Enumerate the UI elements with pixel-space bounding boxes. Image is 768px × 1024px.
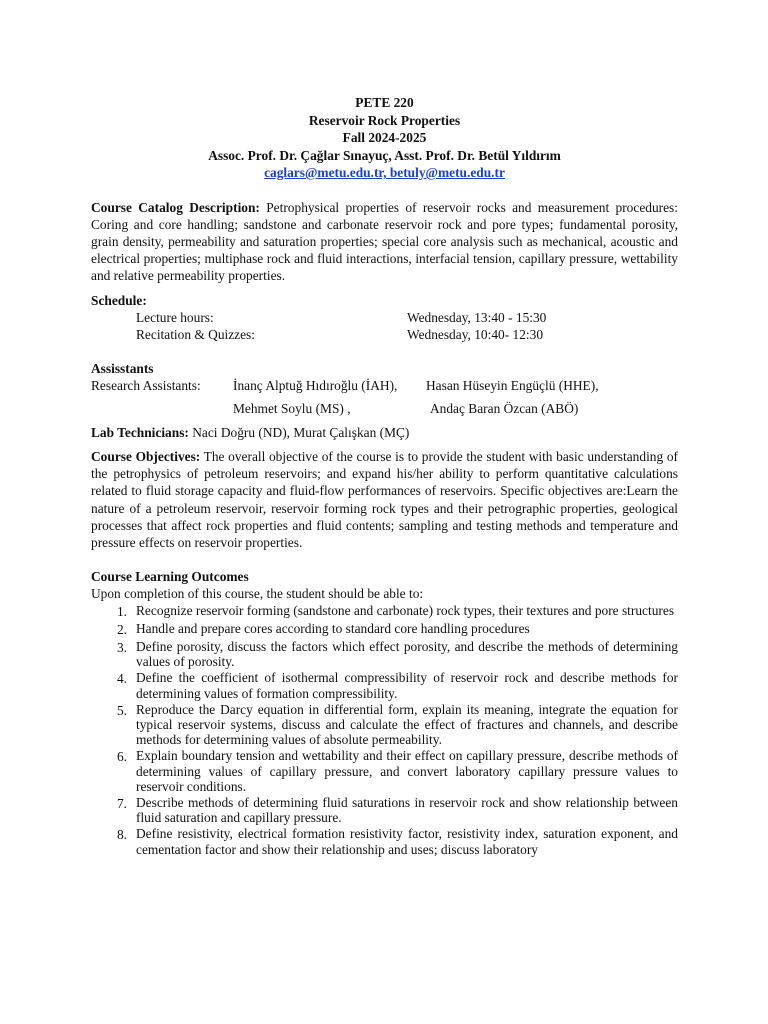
list-item <box>91 639 678 669</box>
objectives-text: The overall objective of the course is to provide the student with basic understanding of the petrophysics of petroleum reservoirs; and expand his/her ability to perform quantitative calculations related to fluid storage capacity and fluid-flow performances of reservoirs. Specific objectives are:Learn the nature of a petroleum reservoir, reservoir forming rock types and their petrographic properties, geological processes that affect rock properties and fluid contents; sampling and testing methods and temperature and pressure effects on reservoir properties. <box>91 448 678 550</box>
catalog-description <box>91 199 678 285</box>
list-item-text: Explain boundary tension and wettability and their effect on capillary pressure, describe methods of determining values of capillary pressure, and convert laboratory capillary pressure values to reservoir conditions. <box>136 748 678 794</box>
instructors: Assoc. Prof. Dr. Çağlar Sınayuç, Asst. Prof. Dr. Betül Yıldırım <box>208 147 561 163</box>
list-item-number: 4. <box>116 671 127 687</box>
list-item <box>91 826 678 856</box>
list-item <box>91 603 678 620</box>
course-code: PETE 220 <box>355 95 414 110</box>
list-item-text: Define the coefficient of isothermal compressibility of reservoir rock and describe methods for determining values of formation compressibility. <box>136 670 678 701</box>
list-item-number: 2. <box>116 621 127 637</box>
lab-technicians <box>91 424 678 441</box>
syllabus-page <box>91 94 678 858</box>
outcomes-intro: Upon completion of this course, the student should be able to: <box>91 586 424 602</box>
list-item-number: 8. <box>116 827 127 843</box>
schedule-row-recitation <box>91 326 678 343</box>
catalog-text: Petrophysical properties of reservoir rocks and measurement procedures: Coring and core handling; sandstone and carbonate reservoir rock and pore types; fundamental porosity, grain density, permeability and saturation properties; special core analysis such as mechanical, acoustic and electrical properties; multiphase rock and fluid interactions, interfacial tension, capillary pressure, wettability and relative permeability properties. <box>91 199 678 284</box>
list-item-text: Describe methods of determining fluid saturations in reservoir rock and show relationship between fluid saturation and capillary pressure. <box>136 795 678 826</box>
list-item-text: Reproduce the Darcy equation in differential form, explain its meaning, integrate the equation for typical reservoir systems, discuss and calculate the effect of fractures and channels, and describe methods for determining values of absolute permeability. <box>136 701 678 748</box>
list-item <box>91 702 678 748</box>
catalog-label: Course Catalog Description: <box>91 199 260 215</box>
instructor-emails-link[interactable]: caglars@metu.edu.tr, betuly@metu.edu.tr <box>264 165 505 180</box>
research-assistants-label: Research Assistants: <box>91 378 201 394</box>
schedule-row-time: Wednesday, 10:40- 12:30 <box>407 326 544 342</box>
list-item-text: Define porosity, discuss the factors which effect porosity, and describe the methods of determining values of porosity. <box>136 638 678 670</box>
lab-text: Naci Doğru (ND), Murat Çalışkan (MÇ) <box>188 424 410 440</box>
assistants-row-2 <box>91 400 678 417</box>
list-item-number: 3. <box>116 639 127 655</box>
assistant-name: Mehmet Soylu (MS) , <box>233 400 351 416</box>
lab-label: Lab Technicians: <box>91 424 189 440</box>
assistant-name: Andaç Baran Özcan (ABÖ) <box>430 400 579 416</box>
list-item-text: Recognize reservoir forming (sandstone and carbonate) rock types, their textures and pore structures <box>136 602 675 618</box>
list-item-number: 1. <box>116 603 127 619</box>
outcomes-label: Course Learning Outcomes <box>91 569 249 585</box>
schedule-row-name: Recitation & Quizzes: <box>136 326 255 342</box>
list-item-number: 6. <box>116 749 127 765</box>
list-item <box>91 795 678 825</box>
schedule-section <box>91 292 678 344</box>
list-item-text: Define resistivity, electrical formation resistivity factor, resistivity index, saturation exponent, and cementation factor and show their relationship and uses; discuss laboratory <box>136 826 678 857</box>
course-term: Fall 2024-2025 <box>342 130 427 145</box>
learning-outcomes-section <box>91 568 678 857</box>
assistants-row-1 <box>91 377 678 394</box>
objectives-label: Course Objectives: <box>91 448 201 464</box>
list-item-number: 7. <box>116 796 127 811</box>
list-item-text: Handle and prepare cores according to standard core handling procedures <box>136 620 530 636</box>
course-header <box>91 94 678 182</box>
assistant-name: İnanç Alptuğ Hıdıroğlu (İAH), <box>233 378 398 394</box>
course-name: Reservoir Rock Properties <box>308 112 461 128</box>
schedule-label: Schedule: <box>91 292 147 308</box>
list-item <box>91 748 678 794</box>
list-item-number: 5. <box>116 702 127 718</box>
list-item <box>91 621 678 638</box>
list-item <box>91 670 678 700</box>
assistants-section <box>91 360 678 417</box>
schedule-row-time: Wednesday, 13:40 - 15:30 <box>407 309 547 325</box>
course-objectives <box>91 448 678 551</box>
schedule-row-lecture <box>91 309 678 326</box>
assistants-label: Assisstants <box>91 361 154 377</box>
schedule-row-name: Lecture hours: <box>136 309 214 325</box>
outcomes-list <box>91 603 678 857</box>
assistant-name: Hasan Hüseyin Engüçlü (HHE), <box>426 378 599 394</box>
